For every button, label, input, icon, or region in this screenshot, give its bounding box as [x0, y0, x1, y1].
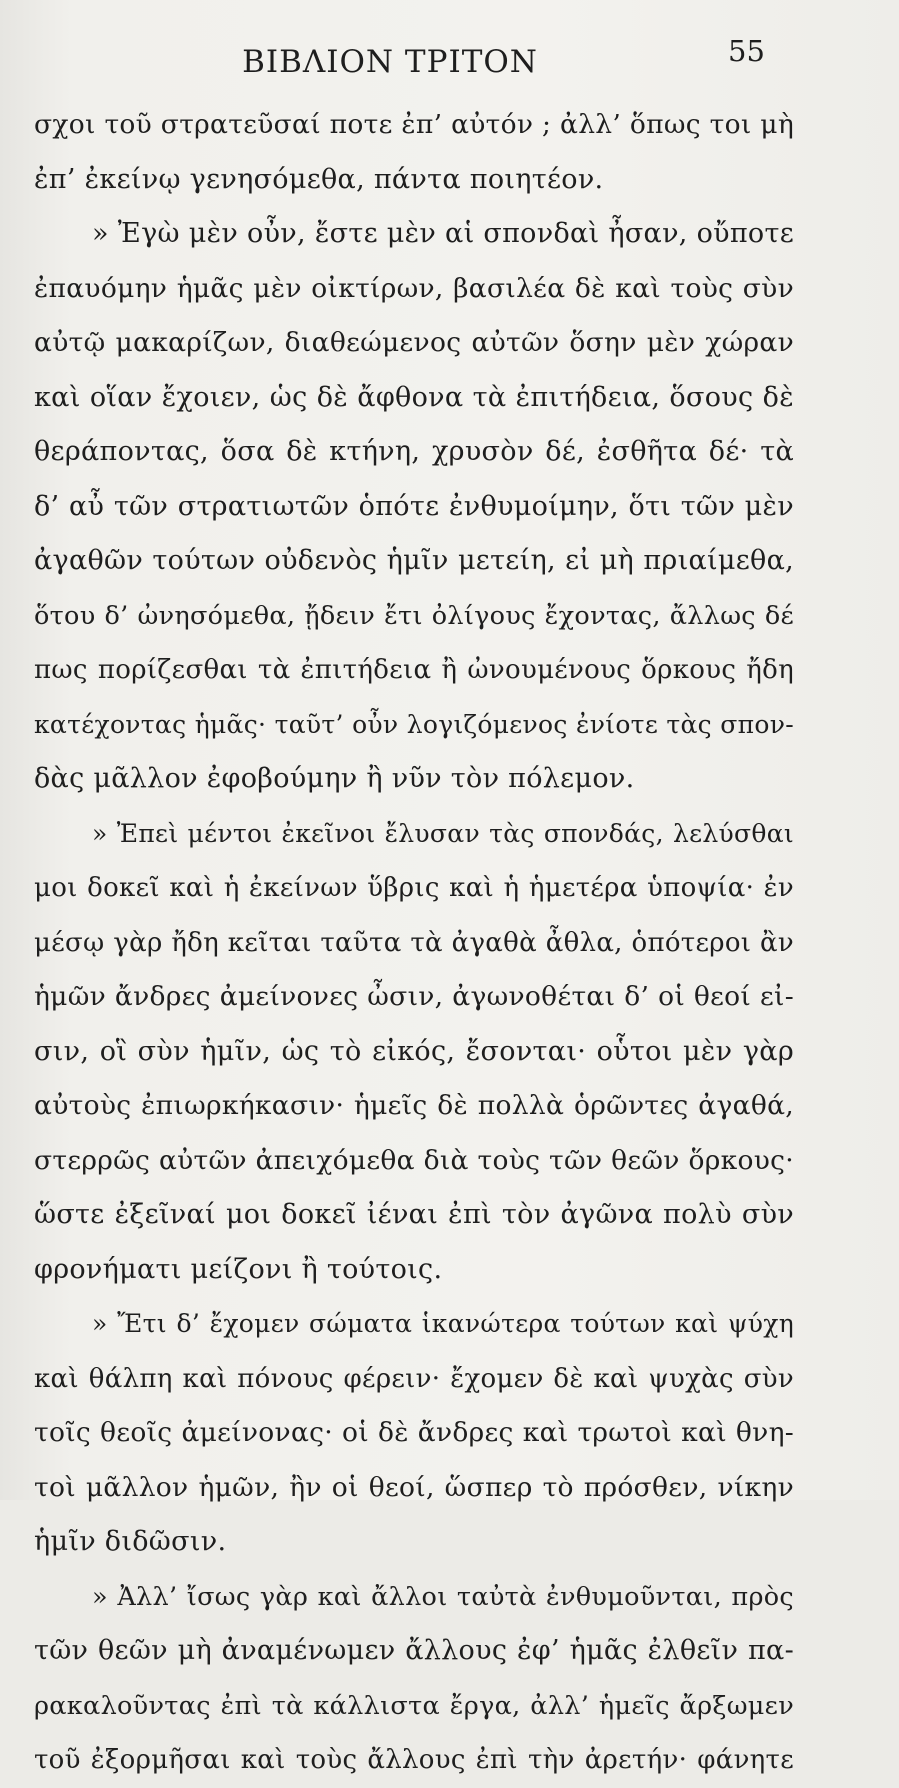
text-line: ρακαλοῦντας ἐπὶ τὰ κάλλιστα ἔργα, ἀλλ’ ἡμεῖς ἄρξωμεν [34, 1690, 794, 1721]
text-line: ἀγαθῶν τούτων οὐδενὸς ἡμῖν μετείη, εἰ μὴ πριαίμεθα, [34, 545, 794, 576]
text-line: » Ἔτι δ’ ἔχομεν σώματα ἱκανώτερα τούτων καὶ ψύχη [92, 1309, 794, 1338]
text-line: τῶν θεῶν μὴ ἀναμένωμεν ἄλλους ἐφ’ ἡμᾶς ἐλθεῖν πα- [34, 1635, 794, 1666]
running-head-title: ΒΙΒΛΙΟΝ ΤΡΙΤΟΝ [242, 44, 538, 80]
text-line: τοῖς θεοῖς ἀμείνονας· οἱ δὲ ἄνδρες καὶ τρωτοὶ καὶ θνη- [34, 1417, 794, 1448]
text-line: » Ἐπεὶ μέντοι ἐκεῖνοι ἔλυσαν τὰς σπονδάς, λελύσθαι [92, 818, 794, 848]
text-line: ἐπαυόμην ἡμᾶς μὲν οἰκτίρων, βασιλέα δὲ καὶ τοὺς σὺν [34, 272, 794, 304]
text-line: » Ἀλλ’ ἴσως γὰρ καὶ ἄλλοι ταὐτὰ ἐνθυμοῦνται, πρὸς [92, 1581, 794, 1612]
text-line: θεράποντας, ὅσα δὲ κτήνη, χρυσὸν δέ, ἐσθῆτα δέ· τὰ [34, 436, 794, 467]
text-line: κατέχοντας ἡμᾶς· ταῦτ’ οὖν λογιζόμενος ἐνίοτε τὰς σπον- [34, 709, 794, 739]
text-line: φρονήματι μείζονι ἢ τούτοις. [34, 1253, 443, 1285]
text-line: τοῦ ἐξορμῆσαι καὶ τοὺς ἄλλους ἐπὶ τὴν ἀρετήν· φάνητε [34, 1745, 794, 1775]
text-line: αὐτῷ μακαρίζων, διαθεώμενος αὐτῶν ὅσην μὲν χώραν [34, 327, 794, 358]
text-line: στερρῶς αὐτῶν ἀπειχόμεθα διὰ τοὺς τῶν θεῶν ὅρκους· [34, 1144, 794, 1176]
text-line: καὶ οἵαν ἔχοιεν, ὡς δὲ ἄφθονα τὰ ἐπιτήδεια, ὅσους δὲ [34, 381, 794, 413]
text-line: αὐτοὺς ἐπιωρκήκασιν· ἡμεῖς δὲ πολλὰ ὁρῶντες ἀγαθά, [34, 1090, 794, 1121]
text-line: δὰς μᾶλλον ἐφοβούμην ἢ νῦν τὸν πόλεμον. [34, 763, 635, 794]
text-line: ἐπ’ ἐκείνῳ γενησόμεθα, πάντα ποιητέον. [34, 163, 604, 195]
text-line: δ’ αὖ τῶν στρατιωτῶν ὁπότε ἐνθυμοίμην, ὅτι τῶν μὲν [34, 490, 794, 522]
page-number: 55 [728, 34, 765, 68]
text-line: σιν, οἳ σὺν ἡμῖν, ὡς τὸ εἰκός, ἔσονται· οὗτοι μὲν γὰρ [34, 1035, 794, 1067]
text-line: πως πορίζεσθαι τὰ ἐπιτήδεια ἢ ὠνουμένους ὅρκους ἤδη [34, 655, 794, 685]
body-text [34, 98, 794, 1788]
text-line: ὅτου δ’ ὠνησόμεθα, ᾔδειν ἔτι ὀλίγους ἔχοντας, ἄλλως δέ [34, 600, 794, 631]
text-line: τοὶ μᾶλλον ἡμῶν, ἢν οἱ θεοί, ὥσπερ τὸ πρόσθεν, νίκην [34, 1471, 794, 1503]
text-line: μέσῳ γὰρ ἤδη κεῖται ταῦτα τὰ ἀγαθὰ ἆθλα, ὁπότεροι ἂν [34, 927, 794, 958]
text-line: ἡμῶν ἄνδρες ἀμείνονες ὦσιν, ἀγωνοθέται δ’ οἱ θεοί εἰ- [34, 981, 794, 1012]
text-line: καὶ θάλπη καὶ πόνους φέρειν· ἔχομεν δὲ καὶ ψυχὰς σὺν [34, 1363, 794, 1394]
text-line: ὥστε ἐξεῖναί μοι δοκεῖ ἰέναι ἐπὶ τὸν ἀγῶνα πολὺ σὺν [34, 1199, 794, 1230]
text-line: σχοι τοῦ στρατεῦσαί ποτε ἐπ’ αὐτόν ; ἀλλ’ ὅπως τοι μὴ [34, 109, 794, 140]
text-line: μοι δοκεῖ καὶ ἡ ἐκείνων ὕβρις καὶ ἡ ἡμετέρα ὑποψία· ἐν [34, 873, 794, 903]
text-line: ἡμῖν διδῶσιν. [34, 1526, 227, 1557]
text-line: » Ἐγὼ μὲν οὖν, ἔστε μὲν αἱ σπονδαὶ ἦσαν, οὔποτε [92, 218, 794, 249]
